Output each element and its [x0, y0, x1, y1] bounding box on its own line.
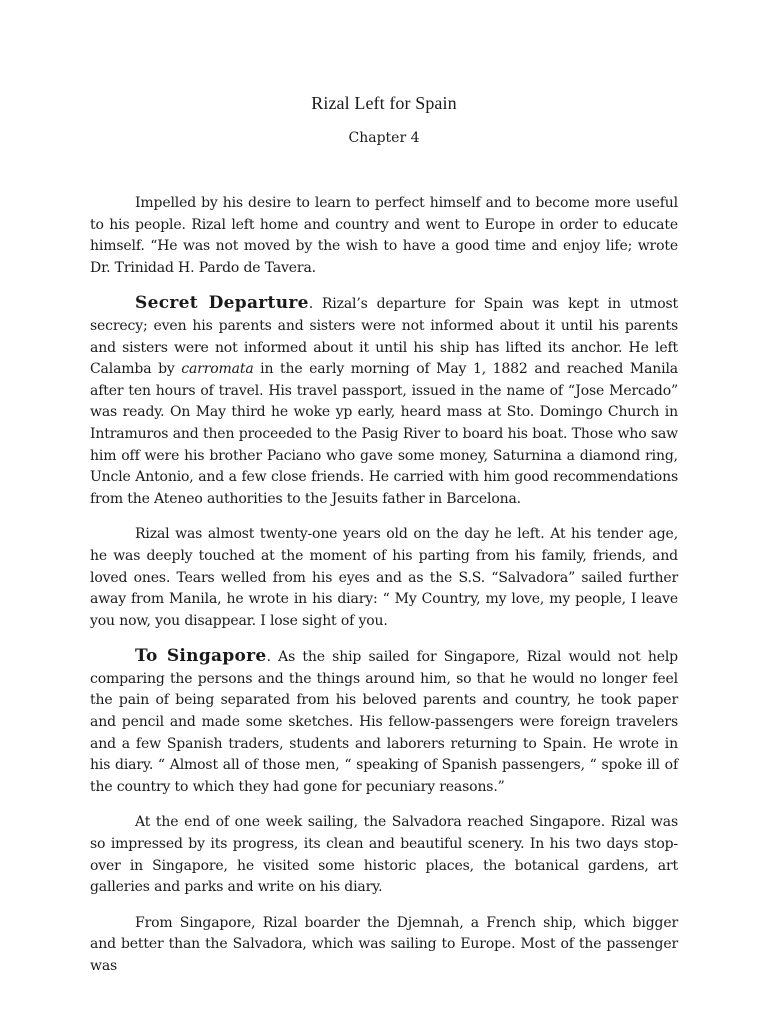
paragraph-secret-departure: [90, 293, 678, 510]
paragraph-text: . As the ship sailed for Singapore, Rizal would not help comparing the persons and the things around him, so that he would no longer feel the pain of being separated from his beloved parents and country, he took paper and pencil and made some sketches. His fellow-passengers were foreign travelers and a few Spanish traders, students and laborers returning to Spain. He wrote in his diary. “ Almost all of those men, “ speaking of Spanish passengers, “ spoke ill of the country to which they had gone for pecuniary reasons.”: [90, 649, 678, 795]
italic-term: carromata: [181, 361, 254, 378]
paragraph-singapore-arrival: At the end of one week sailing, the Salvadora reached Singapore. Rizal was so impressed by its progress, its clean and beautiful scenery. In his two days stop-over in Singapore, he visited some historic places, the botanical gardens, art galleries and parks and write on his diary.: [90, 814, 678, 896]
paragraph-intro: Impelled by his desire to learn to perfect himself and to become more useful to his people. Rizal left home and country and went to Europe in order to educate himself. “He was not moved by the wish to have a good time and enjoy life; wrote Dr. Trinidad H. Pardo de Tavera.: [90, 195, 678, 276]
paragraph-departure-age: Rizal was almost twenty-one years old on the day he left. At his tender age, he was deeply touched at the moment of his parting from his family, friends, and loved ones. Tears welled from his eyes and as the S.S. “Salvadora” sailed further away from Manila, he wrote in his diary: “ My Country, my love, my people, I leave you now, you disappear. I lose sight of you.: [90, 526, 678, 629]
paragraph-text: in the early morning of May 1, 1882 and reached Manila after ten hours of travel. His travel passport, issued in the name of “Jose Mercado” was ready. On May third he woke yp early, heard mass at Sto. Domingo Church in Intramuros and then proceeded to the Pasig River to board his boat. Those who saw him off were his brother Paciano who gave some money, Saturnina a diamond ring, Uncle Antonio, and a few close friends. He carried with him good recommendations from the Ateneo authorities to the Jesuits father in Barcelona.: [90, 361, 678, 507]
paragraph-text: . Rizal’s departure for Spain was kept in utmost secrecy; even his parents and sisters were not informed about it until his parents and sisters were not informed about it until his ship has lifted its anchor. He left Calamba by: [90, 296, 678, 378]
document-title: Rizal Left for Spain: [311, 93, 457, 113]
paragraph-to-singapore: [90, 646, 678, 798]
section-heading-to-singapore: To Singapore: [135, 646, 267, 667]
chapter-label: Chapter 4: [348, 130, 420, 146]
document-body: [90, 193, 678, 978]
paragraph-djemnah: From Singapore, Rizal boarder the Djemnah, a French ship, which bigger and better than the Salvadora, which was sailing to Europe. Most of the passenger was: [90, 914, 678, 974]
section-heading-secret-departure: Secret Departure: [135, 293, 309, 314]
